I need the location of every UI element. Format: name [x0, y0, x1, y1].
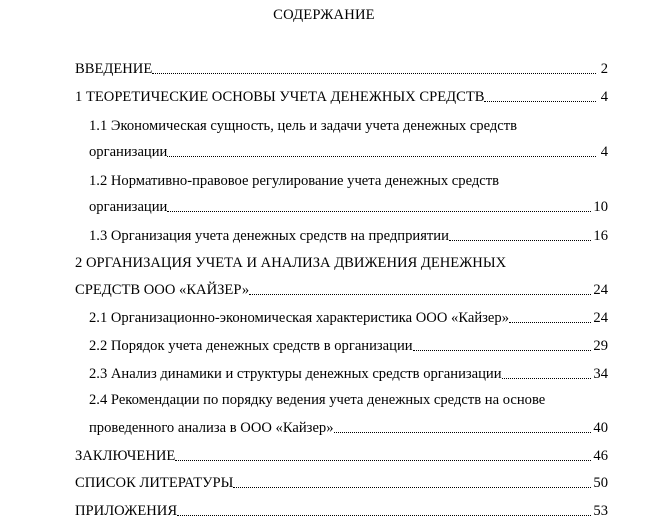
- dot-leader: [167, 142, 598, 162]
- toc-entry-text: 1.3 Организация учета денежных средств на предприятии: [89, 228, 449, 244]
- toc-entry[interactable]: [75, 280, 608, 300]
- toc-entry-text-line1[interactable]: 2.4 Рекомендации по порядку ведения учета денежных средств на основе: [89, 392, 546, 408]
- toc-entry[interactable]: [89, 308, 608, 328]
- toc-entry[interactable]: [75, 473, 608, 493]
- toc-entry-page: 40: [593, 420, 608, 436]
- toc-entry[interactable]: [75, 87, 608, 107]
- toc-entry[interactable]: [75, 446, 608, 466]
- dot-leader: [509, 308, 593, 328]
- toc-entry-page: 24: [593, 282, 608, 298]
- toc-entry-page: 29: [593, 338, 608, 354]
- dot-leader: [152, 59, 598, 79]
- toc-entry[interactable]: [89, 197, 608, 217]
- toc-entry-text: СРЕДСТВ ООО «КАЙЗЕР»: [75, 282, 250, 298]
- toc-entry-text-line1[interactable]: 1.2 Нормативно-правовое регулирование учета денежных средств: [89, 173, 500, 189]
- toc-entry-text: СПИСОК ЛИТЕРАТУРЫ: [75, 475, 234, 491]
- dot-leader: [175, 446, 593, 466]
- toc-entry-page: 24: [593, 310, 608, 326]
- dot-leader: [249, 280, 593, 300]
- page-title: СОДЕРЖАНИЕ: [273, 7, 375, 23]
- toc-entry[interactable]: [89, 364, 608, 384]
- toc-entry-text: организации: [89, 199, 168, 215]
- toc-entry-text: 2.3 Анализ динамики и структуры денежных средств организации: [89, 366, 502, 382]
- dot-leader: [484, 87, 598, 107]
- toc-entry-page: 4: [600, 89, 608, 105]
- toc-entry-page: 46: [593, 448, 608, 464]
- toc-entry-page: 4: [600, 144, 608, 160]
- toc-entry-text: 2.1 Организационно-экономическая характеристика ООО «Кайзер»: [89, 310, 509, 326]
- toc-entry-page: 34: [593, 366, 608, 382]
- toc-entry[interactable]: [75, 59, 608, 79]
- dot-leader: [334, 418, 594, 438]
- toc-entry-text: ПРИЛОЖЕНИЯ: [75, 503, 178, 519]
- toc-entry-text: проведенного анализа в ООО «Кайзер»: [89, 420, 334, 436]
- toc-entry[interactable]: [89, 336, 608, 356]
- toc-entry-page: 16: [593, 228, 608, 244]
- toc-entry-text: ВВЕДЕНИЕ: [75, 61, 153, 77]
- toc-entry-text: организации: [89, 144, 168, 160]
- dot-leader: [167, 197, 593, 217]
- toc-entry-text: 2.2 Порядок учета денежных средств в организации: [89, 338, 413, 354]
- toc-entry-text-line1[interactable]: 2 ОРГАНИЗАЦИЯ УЧЕТА И АНАЛИЗА ДВИЖЕНИЯ ДЕНЕЖНЫХ: [75, 255, 507, 271]
- toc-entry[interactable]: [89, 418, 608, 438]
- toc-entry-page: 53: [593, 503, 608, 519]
- toc-entry-page: 10: [593, 199, 608, 215]
- dot-leader: [413, 336, 594, 356]
- dot-leader: [502, 364, 594, 384]
- toc-entry-page: 2: [600, 61, 608, 77]
- toc-entry-text-line1[interactable]: 1.1 Экономическая сущность, цель и задачи учета денежных средств: [89, 118, 518, 134]
- toc-entry[interactable]: [75, 501, 608, 521]
- toc-entry-text: ЗАКЛЮЧЕНИЕ: [75, 448, 176, 464]
- toc-entry[interactable]: [89, 142, 608, 162]
- dot-leader: [233, 473, 593, 493]
- toc-entry-page: 50: [593, 475, 608, 491]
- dot-leader: [449, 226, 593, 246]
- toc-entry-text: 1 ТЕОРЕТИЧЕСКИЕ ОСНОВЫ УЧЕТА ДЕНЕЖНЫХ СРЕДСТВ: [75, 89, 485, 105]
- dot-leader: [177, 501, 593, 521]
- toc-entry[interactable]: [89, 226, 608, 246]
